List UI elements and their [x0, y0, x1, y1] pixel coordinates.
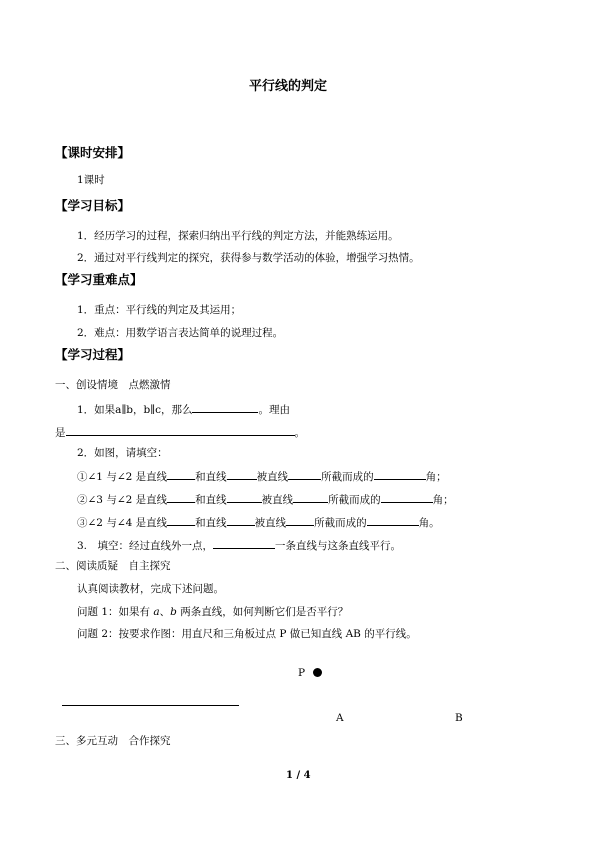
variable-b: b — [170, 606, 177, 618]
answer-blank[interactable] — [192, 401, 258, 413]
schedule-text: 1课时 — [77, 174, 105, 186]
part2-question-1 — [77, 605, 348, 619]
answer-blank[interactable] — [293, 491, 328, 503]
question-1-reason-end: 。 — [294, 427, 305, 439]
page-title: 平行线的判定 — [249, 79, 328, 94]
fill-row-part: 角。 — [418, 517, 440, 529]
fill-row-part: 所截而成的 — [321, 471, 374, 483]
point-p-dot — [313, 668, 322, 677]
page-number: 1 / 4 — [286, 770, 311, 781]
part2-question-1-suffix: 两条直线，如何判断它们是否平行？ — [176, 606, 349, 618]
answer-blank[interactable] — [286, 514, 314, 526]
part2-heading: 二、阅读质疑 自主探究 — [55, 560, 171, 572]
point-a-label: A — [336, 712, 344, 724]
variable-a: a — [153, 606, 160, 618]
point-p-label: P — [298, 667, 306, 679]
point-b-label: B — [455, 712, 463, 724]
fill-row-part: 被直线 — [256, 471, 289, 483]
fill-row-part: 被直线 — [254, 517, 287, 529]
fill-row-part: ②∠3 与∠2 是直线 — [77, 494, 168, 506]
answer-blank[interactable] — [381, 491, 433, 503]
fill-row-part: 被直线 — [261, 494, 294, 506]
question-1-reason-line — [55, 424, 305, 440]
fill-row-part: 所截而成的 — [314, 517, 367, 529]
section-heading-keypoints: 【学习重难点】 — [55, 272, 143, 287]
fill-row-part: ①∠1 与∠2 是直线 — [77, 471, 168, 483]
fill-row-part: 角； — [432, 494, 454, 506]
answer-blank[interactable] — [367, 514, 419, 526]
fill-row-part: 所截而成的 — [328, 494, 381, 506]
question-1-line — [77, 401, 290, 417]
answer-blank[interactable] — [227, 491, 262, 503]
question-1-text: 1．如果a∥b，b∥c，那么 — [77, 404, 193, 416]
answer-blank[interactable] — [167, 491, 195, 503]
goal-item-1: 1．经历学习的过程，探索归纳出平行线的判定方法，并能熟练运用。 — [77, 230, 399, 242]
answer-blank[interactable] — [374, 468, 426, 480]
part3-heading: 三、多元互动 合作探究 — [55, 735, 171, 747]
question-1-reason-prefix: 是 — [55, 427, 66, 439]
goal-item-2: 2．通过对平行线判定的探究，获得参与数学活动的体验，增强学习热情。 — [77, 252, 420, 264]
answer-blank[interactable] — [288, 468, 321, 480]
answer-blank[interactable] — [167, 468, 195, 480]
part2-instruction: 认真阅读教材，完成下述问题。 — [77, 583, 224, 595]
fill-row-part: 角； — [425, 471, 447, 483]
fill-row-part: 和直线 — [195, 517, 227, 529]
answer-blank[interactable] — [227, 468, 257, 480]
keypoint-item-2: 2．难点：用数学语言表达简单的说理过程。 — [77, 327, 284, 339]
question-3-text: 3. 填空：经过直线外一点， — [77, 540, 214, 552]
answer-blank[interactable] — [227, 514, 255, 526]
part1-heading: 一、创设情境 点燃激情 — [55, 379, 171, 391]
fill-row — [77, 491, 454, 507]
fill-row — [77, 468, 447, 484]
line-ab — [62, 705, 239, 706]
answer-blank[interactable] — [66, 424, 295, 436]
section-heading-process: 【学习过程】 — [55, 347, 131, 362]
fill-row-part: 和直线 — [195, 471, 227, 483]
question-2-text: 2．如图，请填空： — [77, 447, 168, 459]
fill-row-part: 和直线 — [195, 494, 227, 506]
fill-row-part: ③∠2 与∠4 是直线 — [77, 517, 168, 529]
question-1-reason-label: 。理由 — [258, 404, 290, 416]
part2-question-2: 问题 2：按要求作图：用直尺和三角板过点 P 做已知直线 AB 的平行线。 — [77, 628, 417, 640]
question-3-text-end: 一条直线与这条直线平行。 — [275, 540, 402, 552]
section-heading-schedule: 【课时安排】 — [55, 145, 131, 160]
fill-row — [77, 514, 440, 530]
part2-question-1-prefix: 问题 1：如果有 — [77, 606, 154, 618]
part2-question-1-sep: 、 — [159, 606, 171, 618]
answer-blank[interactable] — [167, 514, 195, 526]
section-heading-goals: 【学习目标】 — [55, 198, 131, 213]
question-3-line — [77, 537, 401, 553]
answer-blank[interactable] — [213, 537, 275, 549]
keypoint-item-1: 1．重点：平行线的判定及其运用； — [77, 304, 242, 316]
